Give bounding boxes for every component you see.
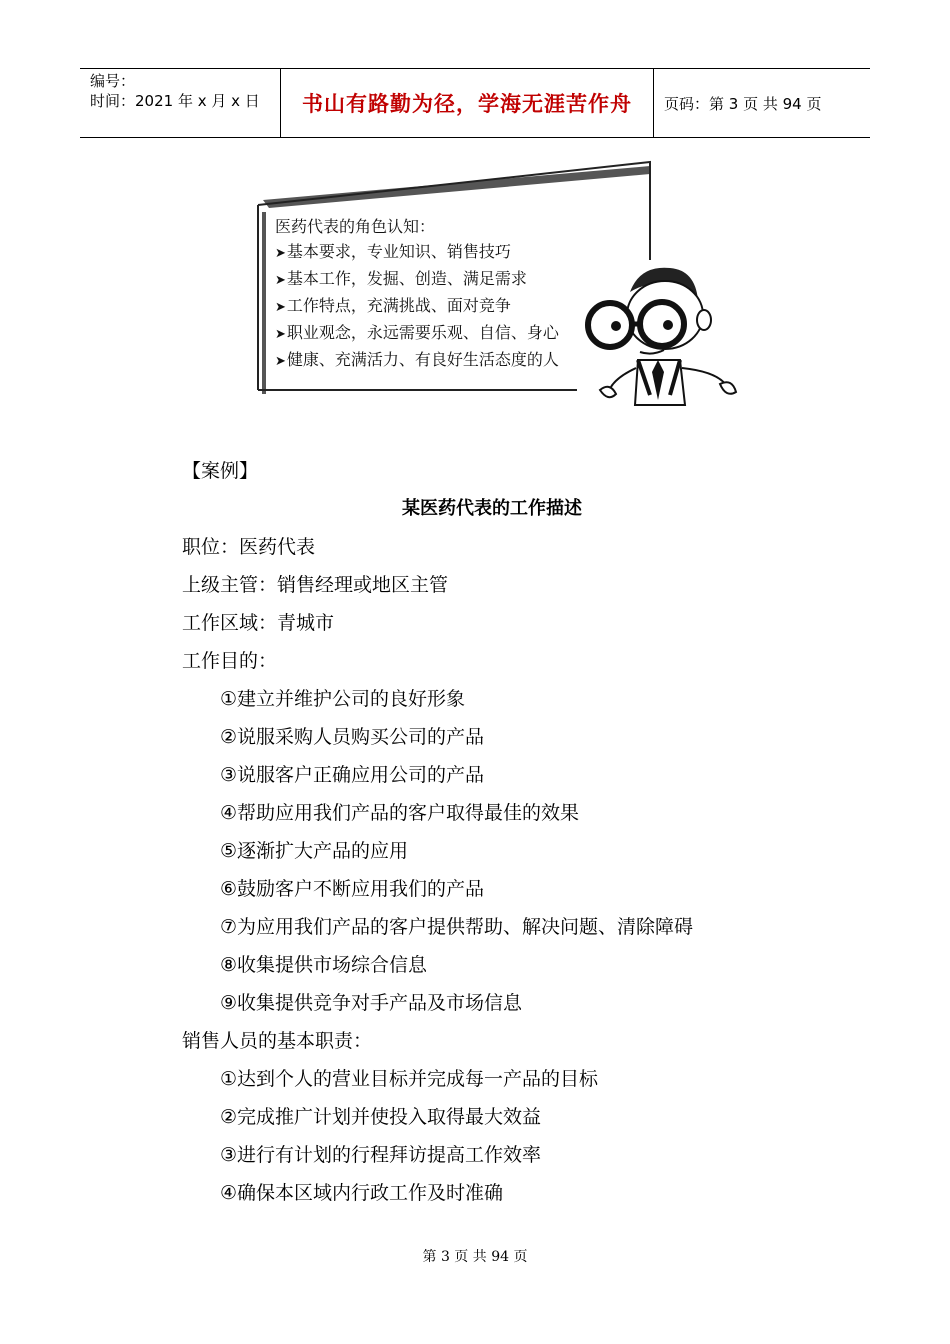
slide-item: ➤ 工作特点，充满挑战、面对竞争 xyxy=(275,293,559,320)
duties-label: 销售人员的基本职责： xyxy=(182,1030,373,1052)
case-label: 【案例】 xyxy=(182,460,259,482)
duty-item: ②完成推广计划并使投入取得最大效益 xyxy=(220,1106,542,1128)
document-body xyxy=(182,452,802,1212)
position-line: 职位：医药代表 xyxy=(182,536,316,558)
motto: 书山有路勤为径，学海无涯苦作舟 xyxy=(302,92,632,116)
slide-item: ➤ 健康、充满活力、有良好生活态度的人 xyxy=(275,347,559,374)
slide-title: 医药代表的角色认知： xyxy=(275,217,436,236)
area-line: 工作区域：青城市 xyxy=(182,612,335,634)
goal-item: ①建立并维护公司的良好形象 xyxy=(220,688,466,710)
goal-item: ⑥鼓励客户不断应用我们的产品 xyxy=(220,878,485,900)
header-table xyxy=(80,68,870,138)
duty-item: ①达到个人的营业目标并完成每一产品的目标 xyxy=(220,1068,599,1090)
slide-item: ➤ 基本工作，发掘、创造、满足需求 xyxy=(275,266,559,293)
header-meta-cell xyxy=(80,69,281,137)
goal-item: ⑦为应用我们产品的客户提供帮助、解决问题、清除障碍 xyxy=(220,916,694,938)
slide-frame-shadow xyxy=(263,166,650,208)
goal-item: ⑤逐渐扩大产品的应用 xyxy=(220,840,409,862)
page-info: 页码：第 3 页 共 94 页 xyxy=(664,94,822,113)
time-label: 时间：2021 年 x 月 x 日 xyxy=(90,92,260,110)
goal-item: ②说服采购人员购买公司的产品 xyxy=(220,726,485,748)
duty-item: ③进行有计划的行程拜访提高工作效率 xyxy=(220,1144,542,1166)
cartoon-character-illustration xyxy=(580,260,740,410)
goals-label: 工作目的： xyxy=(182,650,278,672)
slide-item: ➤ 职业观念，永远需要乐观、自信、身心 xyxy=(275,320,559,347)
goal-item: ③说服客户正确应用公司的产品 xyxy=(220,764,485,786)
goal-item: ⑧收集提供市场综合信息 xyxy=(220,954,428,976)
supervisor-line: 上级主管：销售经理或地区主管 xyxy=(182,574,449,596)
number-label: 编号： xyxy=(90,72,136,90)
goal-item: ⑨收集提供竞争对手产品及市场信息 xyxy=(220,992,523,1014)
slide-text xyxy=(275,214,559,374)
header-page-cell xyxy=(654,69,870,137)
goal-item: ④帮助应用我们产品的客户取得最佳的效果 xyxy=(220,802,580,824)
page-footer: 第 3 页 共 94 页 xyxy=(422,1249,528,1265)
slide-item: ➤ 基本要求，专业知识、销售技巧 xyxy=(275,239,559,266)
duty-item: ④确保本区域内行政工作及时准确 xyxy=(220,1182,504,1204)
header-motto-cell xyxy=(281,69,654,137)
document-title: 某医药代表的工作描述 xyxy=(402,498,582,519)
